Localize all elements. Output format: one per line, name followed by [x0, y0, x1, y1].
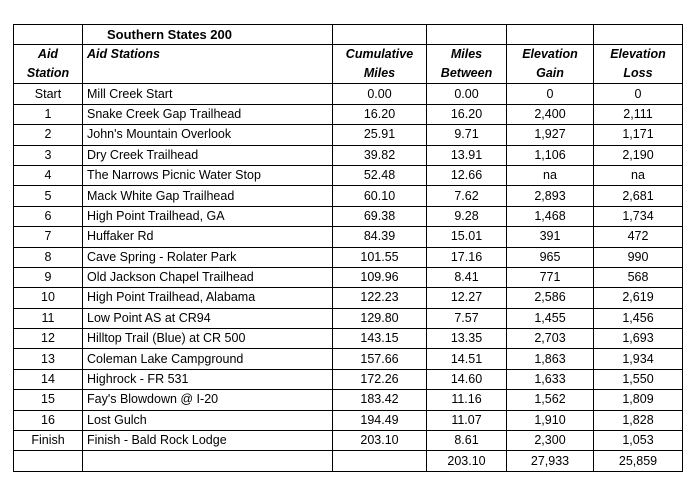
miles-between-cell: 8.61: [427, 431, 507, 451]
cumulative-miles-cell: 84.39: [333, 227, 427, 247]
table-row: [14, 349, 683, 369]
miles-between-cell: 14.51: [427, 349, 507, 369]
elevation-loss-cell: 1,809: [594, 390, 683, 410]
aid-station-cell: 6: [14, 206, 83, 226]
cumulative-miles-cell: 109.96: [333, 267, 427, 287]
totals-row: [14, 451, 683, 471]
elevation-gain-cell: 1,455: [507, 308, 594, 328]
miles-between-cell: 13.91: [427, 145, 507, 165]
total-miles-cell: 203.10: [427, 451, 507, 471]
totals-empty-cell: [83, 451, 333, 471]
aid-station-name-cell: Fay's Blowdown @ I-20: [83, 390, 333, 410]
table-row: [14, 308, 683, 328]
aid-station-cell: 12: [14, 329, 83, 349]
aid-station-cell: 3: [14, 145, 83, 165]
totals-empty-cell: [14, 451, 83, 471]
cumulative-miles-cell: 203.10: [333, 431, 427, 451]
elevation-gain-cell: 1,927: [507, 125, 594, 145]
table-row: [14, 247, 683, 267]
aid-station-name-cell: Mack White Gap Trailhead: [83, 186, 333, 206]
cumulative-miles-cell: 172.26: [333, 369, 427, 389]
cumulative-miles-cell: 0.00: [333, 84, 427, 104]
aid-station-cell: 1: [14, 104, 83, 124]
table-row: [14, 186, 683, 206]
table-row: [14, 288, 683, 308]
elevation-gain-cell: 771: [507, 267, 594, 287]
aid-station-name-cell: Huffaker Rd: [83, 227, 333, 247]
elevation-loss-cell: 0: [594, 84, 683, 104]
aid-station-table: [13, 24, 683, 472]
elevation-gain-cell: 965: [507, 247, 594, 267]
aid-station-name-cell: Lost Gulch: [83, 410, 333, 430]
aid-station-cell: 14: [14, 369, 83, 389]
header-elevation-loss: Elevation Loss: [594, 45, 683, 84]
miles-between-cell: 15.01: [427, 227, 507, 247]
table-row: [14, 104, 683, 124]
aid-station-cell: 11: [14, 308, 83, 328]
title-row: [14, 25, 683, 45]
aid-station-name-cell: High Point Trailhead, Alabama: [83, 288, 333, 308]
elevation-gain-cell: 2,893: [507, 186, 594, 206]
aid-station-cell: 7: [14, 227, 83, 247]
elevation-loss-cell: 1,828: [594, 410, 683, 430]
aid-station-name-cell: Highrock - FR 531: [83, 369, 333, 389]
table-row: [14, 267, 683, 287]
aid-station-cell: 16: [14, 410, 83, 430]
cumulative-miles-cell: 39.82: [333, 145, 427, 165]
table-row: [14, 227, 683, 247]
cumulative-miles-cell: 69.38: [333, 206, 427, 226]
miles-between-cell: 12.27: [427, 288, 507, 308]
elevation-loss-cell: 472: [594, 227, 683, 247]
elevation-loss-cell: 2,111: [594, 104, 683, 124]
cumulative-miles-cell: 25.91: [333, 125, 427, 145]
aid-station-name-cell: Hilltop Trail (Blue) at CR 500: [83, 329, 333, 349]
elevation-gain-cell: 1,106: [507, 145, 594, 165]
miles-between-cell: 7.57: [427, 308, 507, 328]
elevation-gain-cell: 2,400: [507, 104, 594, 124]
elevation-loss-cell: 1,934: [594, 349, 683, 369]
elevation-gain-cell: 2,586: [507, 288, 594, 308]
elevation-gain-cell: 0: [507, 84, 594, 104]
elevation-gain-cell: 1,910: [507, 410, 594, 430]
elevation-gain-cell: na: [507, 165, 594, 185]
cumulative-miles-cell: 183.42: [333, 390, 427, 410]
header-aid-stations: Aid Stations: [83, 45, 333, 84]
elevation-loss-cell: 2,681: [594, 186, 683, 206]
aid-station-name-cell: The Narrows Picnic Water Stop: [83, 165, 333, 185]
aid-station-cell: 8: [14, 247, 83, 267]
cumulative-miles-cell: 122.23: [333, 288, 427, 308]
aid-station-cell: Start: [14, 84, 83, 104]
elevation-loss-cell: 568: [594, 267, 683, 287]
sheet-title: Southern States 200: [83, 25, 333, 45]
header-cumulative-miles: Cumulative Miles: [333, 45, 427, 84]
table-row: [14, 390, 683, 410]
miles-between-cell: 16.20: [427, 104, 507, 124]
elevation-loss-cell: 1,693: [594, 329, 683, 349]
table-row: [14, 84, 683, 104]
miles-between-cell: 11.16: [427, 390, 507, 410]
aid-station-name-cell: John's Mountain Overlook: [83, 125, 333, 145]
elevation-loss-cell: 1,734: [594, 206, 683, 226]
aid-station-cell: 10: [14, 288, 83, 308]
elevation-loss-cell: 1,550: [594, 369, 683, 389]
elevation-gain-cell: 2,703: [507, 329, 594, 349]
aid-station-name-cell: Dry Creek Trailhead: [83, 145, 333, 165]
elevation-loss-cell: 2,619: [594, 288, 683, 308]
header-row: [14, 45, 683, 84]
total-elevation-gain-cell: 27,933: [507, 451, 594, 471]
header-miles-between: Miles Between: [427, 45, 507, 84]
cumulative-miles-cell: 52.48: [333, 165, 427, 185]
cumulative-miles-cell: 16.20: [333, 104, 427, 124]
elevation-loss-cell: 1,053: [594, 431, 683, 451]
elevation-gain-cell: 2,300: [507, 431, 594, 451]
table-row: [14, 125, 683, 145]
aid-station-cell: 13: [14, 349, 83, 369]
miles-between-cell: 0.00: [427, 84, 507, 104]
cumulative-miles-cell: 60.10: [333, 186, 427, 206]
cumulative-miles-cell: 143.15: [333, 329, 427, 349]
elevation-gain-cell: 1,633: [507, 369, 594, 389]
table-row: [14, 410, 683, 430]
miles-between-cell: 14.60: [427, 369, 507, 389]
aid-station-cell: 9: [14, 267, 83, 287]
elevation-loss-cell: 1,456: [594, 308, 683, 328]
aid-station-name-cell: Mill Creek Start: [83, 84, 333, 104]
aid-station-name-cell: Low Point AS at CR94: [83, 308, 333, 328]
aid-station-name-cell: Snake Creek Gap Trailhead: [83, 104, 333, 124]
aid-station-name-cell: Finish - Bald Rock Lodge: [83, 431, 333, 451]
cumulative-miles-cell: 194.49: [333, 410, 427, 430]
elevation-loss-cell: 1,171: [594, 125, 683, 145]
table-row: [14, 431, 683, 451]
miles-between-cell: 17.16: [427, 247, 507, 267]
totals-empty-cell: [333, 451, 427, 471]
elevation-gain-cell: 1,863: [507, 349, 594, 369]
miles-between-cell: 11.07: [427, 410, 507, 430]
miles-between-cell: 12.66: [427, 165, 507, 185]
elevation-gain-cell: 1,468: [507, 206, 594, 226]
table-row: [14, 206, 683, 226]
cumulative-miles-cell: 157.66: [333, 349, 427, 369]
header-elevation-gain: Elevation Gain: [507, 45, 594, 84]
table-row: [14, 165, 683, 185]
total-elevation-loss-cell: 25,859: [594, 451, 683, 471]
table-row: [14, 329, 683, 349]
miles-between-cell: 8.41: [427, 267, 507, 287]
aid-station-name-cell: High Point Trailhead, GA: [83, 206, 333, 226]
aid-station-cell: 15: [14, 390, 83, 410]
miles-between-cell: 9.28: [427, 206, 507, 226]
aid-station-cell: 4: [14, 165, 83, 185]
aid-station-name-cell: Cave Spring - Rolater Park: [83, 247, 333, 267]
aid-station-name-cell: Coleman Lake Campground: [83, 349, 333, 369]
elevation-loss-cell: na: [594, 165, 683, 185]
header-aid-station: Aid Station: [14, 45, 83, 84]
elevation-gain-cell: 391: [507, 227, 594, 247]
elevation-loss-cell: 990: [594, 247, 683, 267]
aid-station-cell: 5: [14, 186, 83, 206]
miles-between-cell: 7.62: [427, 186, 507, 206]
cumulative-miles-cell: 101.55: [333, 247, 427, 267]
table-row: [14, 145, 683, 165]
miles-between-cell: 9.71: [427, 125, 507, 145]
elevation-gain-cell: 1,562: [507, 390, 594, 410]
elevation-loss-cell: 2,190: [594, 145, 683, 165]
aid-station-cell: 2: [14, 125, 83, 145]
table-row: [14, 369, 683, 389]
cumulative-miles-cell: 129.80: [333, 308, 427, 328]
aid-station-name-cell: Old Jackson Chapel Trailhead: [83, 267, 333, 287]
miles-between-cell: 13.35: [427, 329, 507, 349]
aid-station-cell: Finish: [14, 431, 83, 451]
